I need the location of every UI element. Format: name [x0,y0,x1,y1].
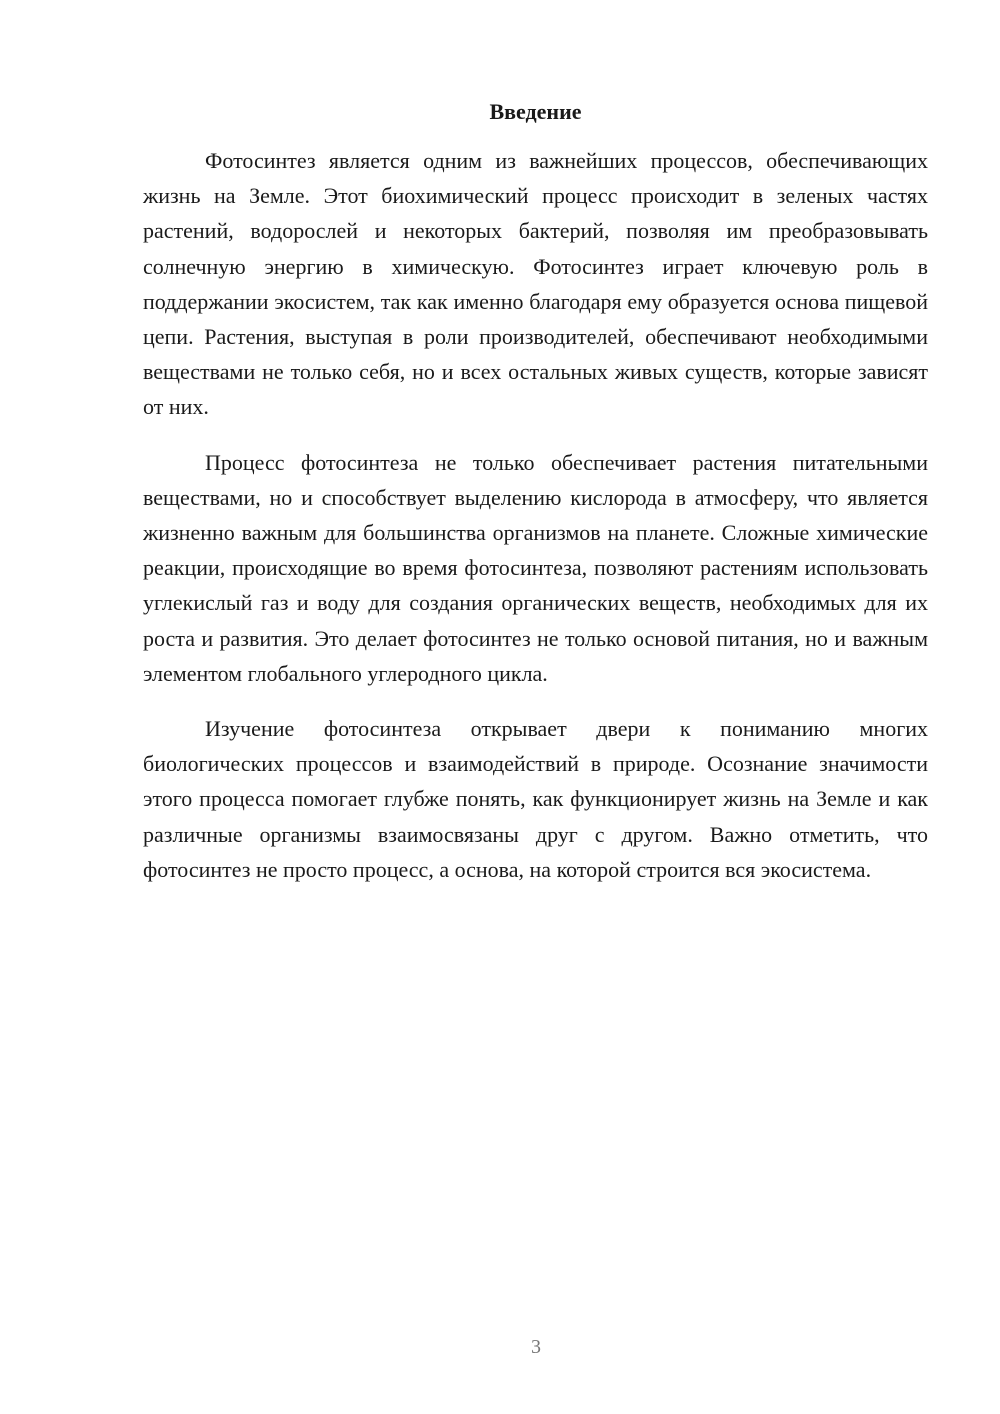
page-number: 3 [531,1336,541,1358]
paragraph-3: Изучение фотосинтеза открывает двери к пониманию многих биологических процессов и взаимодействий в природе. Осознание значимости этого процесса помогает глубже понять, как функционирует жизнь на Земле и как различные организмы взаимосвязаны друг с другом. Важно отметить, что фотосинтез не просто процесс, а основа, на которой строится вся экосистема. [143,716,928,882]
body-text [143,143,928,907]
paragraph-2: Процесс фотосинтеза не только обеспечивает растения питательными веществами, но и способствует выделению кислорода в атмосферу, что является жизненно важным для большинства организмов на планете. Сложные химические реакции, происходящие во время фотосинтеза, позволяют растениям использовать углекислый газ и воду для создания органических веществ, необходимых для их роста и развития. Это делает фотосинтез не только основой питания, но и важным элементом глобального углеродного цикла. [143,449,928,686]
paragraph-1: Фотосинтез является одним из важнейших процессов, обеспечивающих жизнь на Земле. Этот биохимический процесс происходит в зеленых частях растений, водорослей и некоторых бактерий, позволяя им преобразовывать солнечную энергию в химическую. Фотосинтез играет ключевую роль в поддержании экосистем, так как именно благодаря ему образуется основа пищевой цепи. Растения, выступая в роли производителей, обеспечивают необходимыми веществами не только себя, но и всех остальных живых существ, которые зависят от них. [143,148,928,420]
section-heading: Введение [489,99,582,124]
